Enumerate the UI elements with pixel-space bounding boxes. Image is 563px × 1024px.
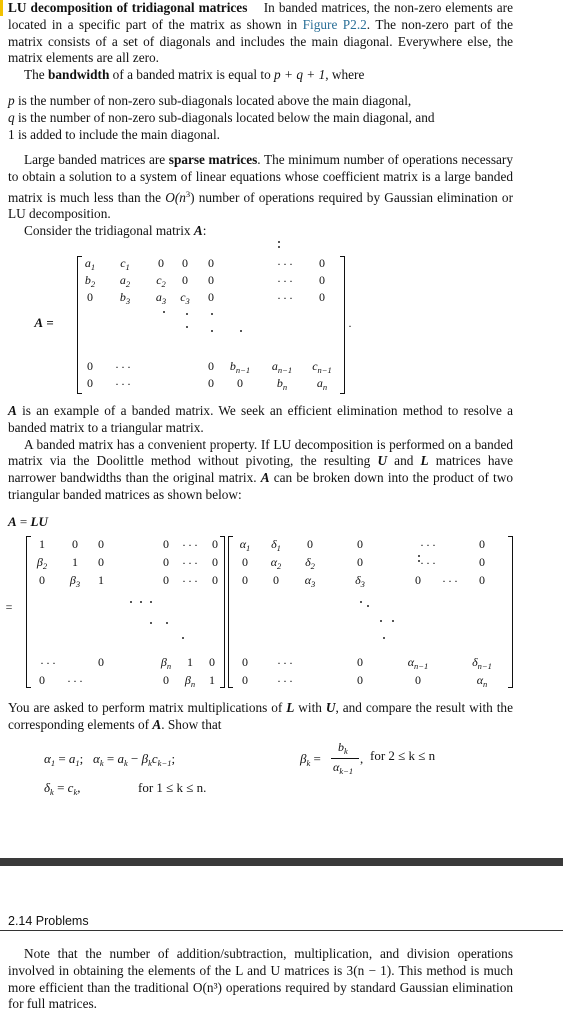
- bandwidth-term: bandwidth: [48, 67, 110, 82]
- property-text-1: A banded matrix has a convenient property. If LU decomposition is performed on a banded matrix via the Doolittle method without pivoting, the resulting: [8, 436, 513, 469]
- intro-text-1: In banded matrices, the non-zero elements are located in a specific part of the matrix as shown in: [8, 0, 513, 32]
- matrix-a-label: A =: [34, 315, 54, 330]
- page-header: 2.14 Problems: [8, 914, 89, 928]
- highlight-marker: [0, 0, 3, 16]
- example-paragraph: A is an example of a banded matrix. We seek an efficient elimination method to resolve a banded matrix to a triangular matrix. A banded matrix has a convenient property. If LU decomposition is performed on a banded matrix via the Doolittle method without pivoting, the resulting U and L matrices have narrower bandwidths than the original matrix. A can be broken down into the product of two triangular banded matrices as shown below:: [8, 403, 513, 502]
- example-text: is an example of a banded matrix. We seek an efficient elimination method to resolve a banded matrix to a triangular matrix.: [8, 403, 513, 435]
- intro-paragraph: [8, 0, 513, 67]
- condition-2: for 1 ≤ k ≤ n.: [138, 780, 207, 795]
- task-text-1: You are asked to perform matrix multiplications of: [8, 700, 287, 715]
- a-equals-lu: A = LU: [8, 514, 48, 529]
- task-text-3: , and compare the result with the corresponding elements of: [8, 700, 513, 732]
- task-paragraph: You are asked to perform matrix multiplications of L with U, and compare the result with the corresponding elements of A. Show that: [8, 700, 513, 732]
- task-text-2: with: [294, 700, 326, 715]
- page-divider: [0, 858, 563, 866]
- condition-1: for 2 ≤ k ≤ n: [370, 748, 436, 763]
- header-rule: [0, 930, 563, 931]
- intro-text-2: . The non-zero part of the matrix consists of a set of diagonals and includes the main diagonal. Everywhere else, the matrix elements are all zero.: [8, 16, 513, 66]
- sparse-text-3: ) number of operations required by Gaussian elimination or LU decomposition.: [8, 189, 513, 222]
- consider-text: Consider the tridiagonal matrix: [24, 223, 194, 239]
- bandwidth-sentence: [8, 67, 513, 84]
- bw-text-1: The: [24, 67, 48, 82]
- definitions: p is the number of non-zero sub-diagonals located above the main diagonal, q is the number of non-zero sub-diagonals located below the main diagonal, and 1 is added to include the main diagonal.: [8, 93, 435, 142]
- big-o-text: O(n: [165, 189, 186, 205]
- bw-text-2: of a banded matrix is equal to: [109, 67, 275, 82]
- figure-link[interactable]: Figure P2.2: [302, 16, 367, 32]
- bandwidth-formula: p + q + 1: [274, 67, 326, 82]
- note-paragraph: Note that the number of addition/subtraction, multiplication, and division operations involved in obtaining the elements of the L and U matrices is 3(n − 1). This method is much more efficient than the traditional O(n³) operations required by standard Gaussian elimination for full matrices.: [8, 946, 513, 1012]
- one-definition: 1 is added to include the main diagonal.: [8, 126, 220, 142]
- sparse-paragraph: Large banded matrices are sparse matrices. The minimum number of operations necessary to obtain a solution to a system of linear equations whose coefficient matrix is a large banded matrix is much less than the $O(n^3)$ number of operations required by Gaussian elimination or LU decomposition. Consider the tridiagonal matrix A:: [8, 152, 514, 239]
- bw-text-3: , where: [325, 67, 365, 82]
- sparse-text-2: . The minimum number of operations necessary to obtain a solution to a system of linear equations whose coefficient matrix is a large banded matrix is much less than the: [8, 152, 514, 205]
- section-title: LU decomposition of tridiagonal matrices: [8, 0, 248, 15]
- sparse-text-1: Large banded matrices are: [24, 152, 169, 167]
- sparse-term: sparse matrices: [168, 152, 258, 167]
- property-text-2: matrices have narrower bandwidths than the original matrix.: [8, 453, 513, 486]
- task-text-4: . Show that: [161, 716, 222, 732]
- p-definition: is the number of non-zero sub-diagonals located above the main diagonal,: [14, 93, 412, 108]
- q-definition: is the number of non-zero sub-diagonals located below the main diagonal, and: [14, 109, 435, 125]
- property-text-3: can be broken down into the product of two triangular banded matrices as shown below:: [8, 470, 513, 502]
